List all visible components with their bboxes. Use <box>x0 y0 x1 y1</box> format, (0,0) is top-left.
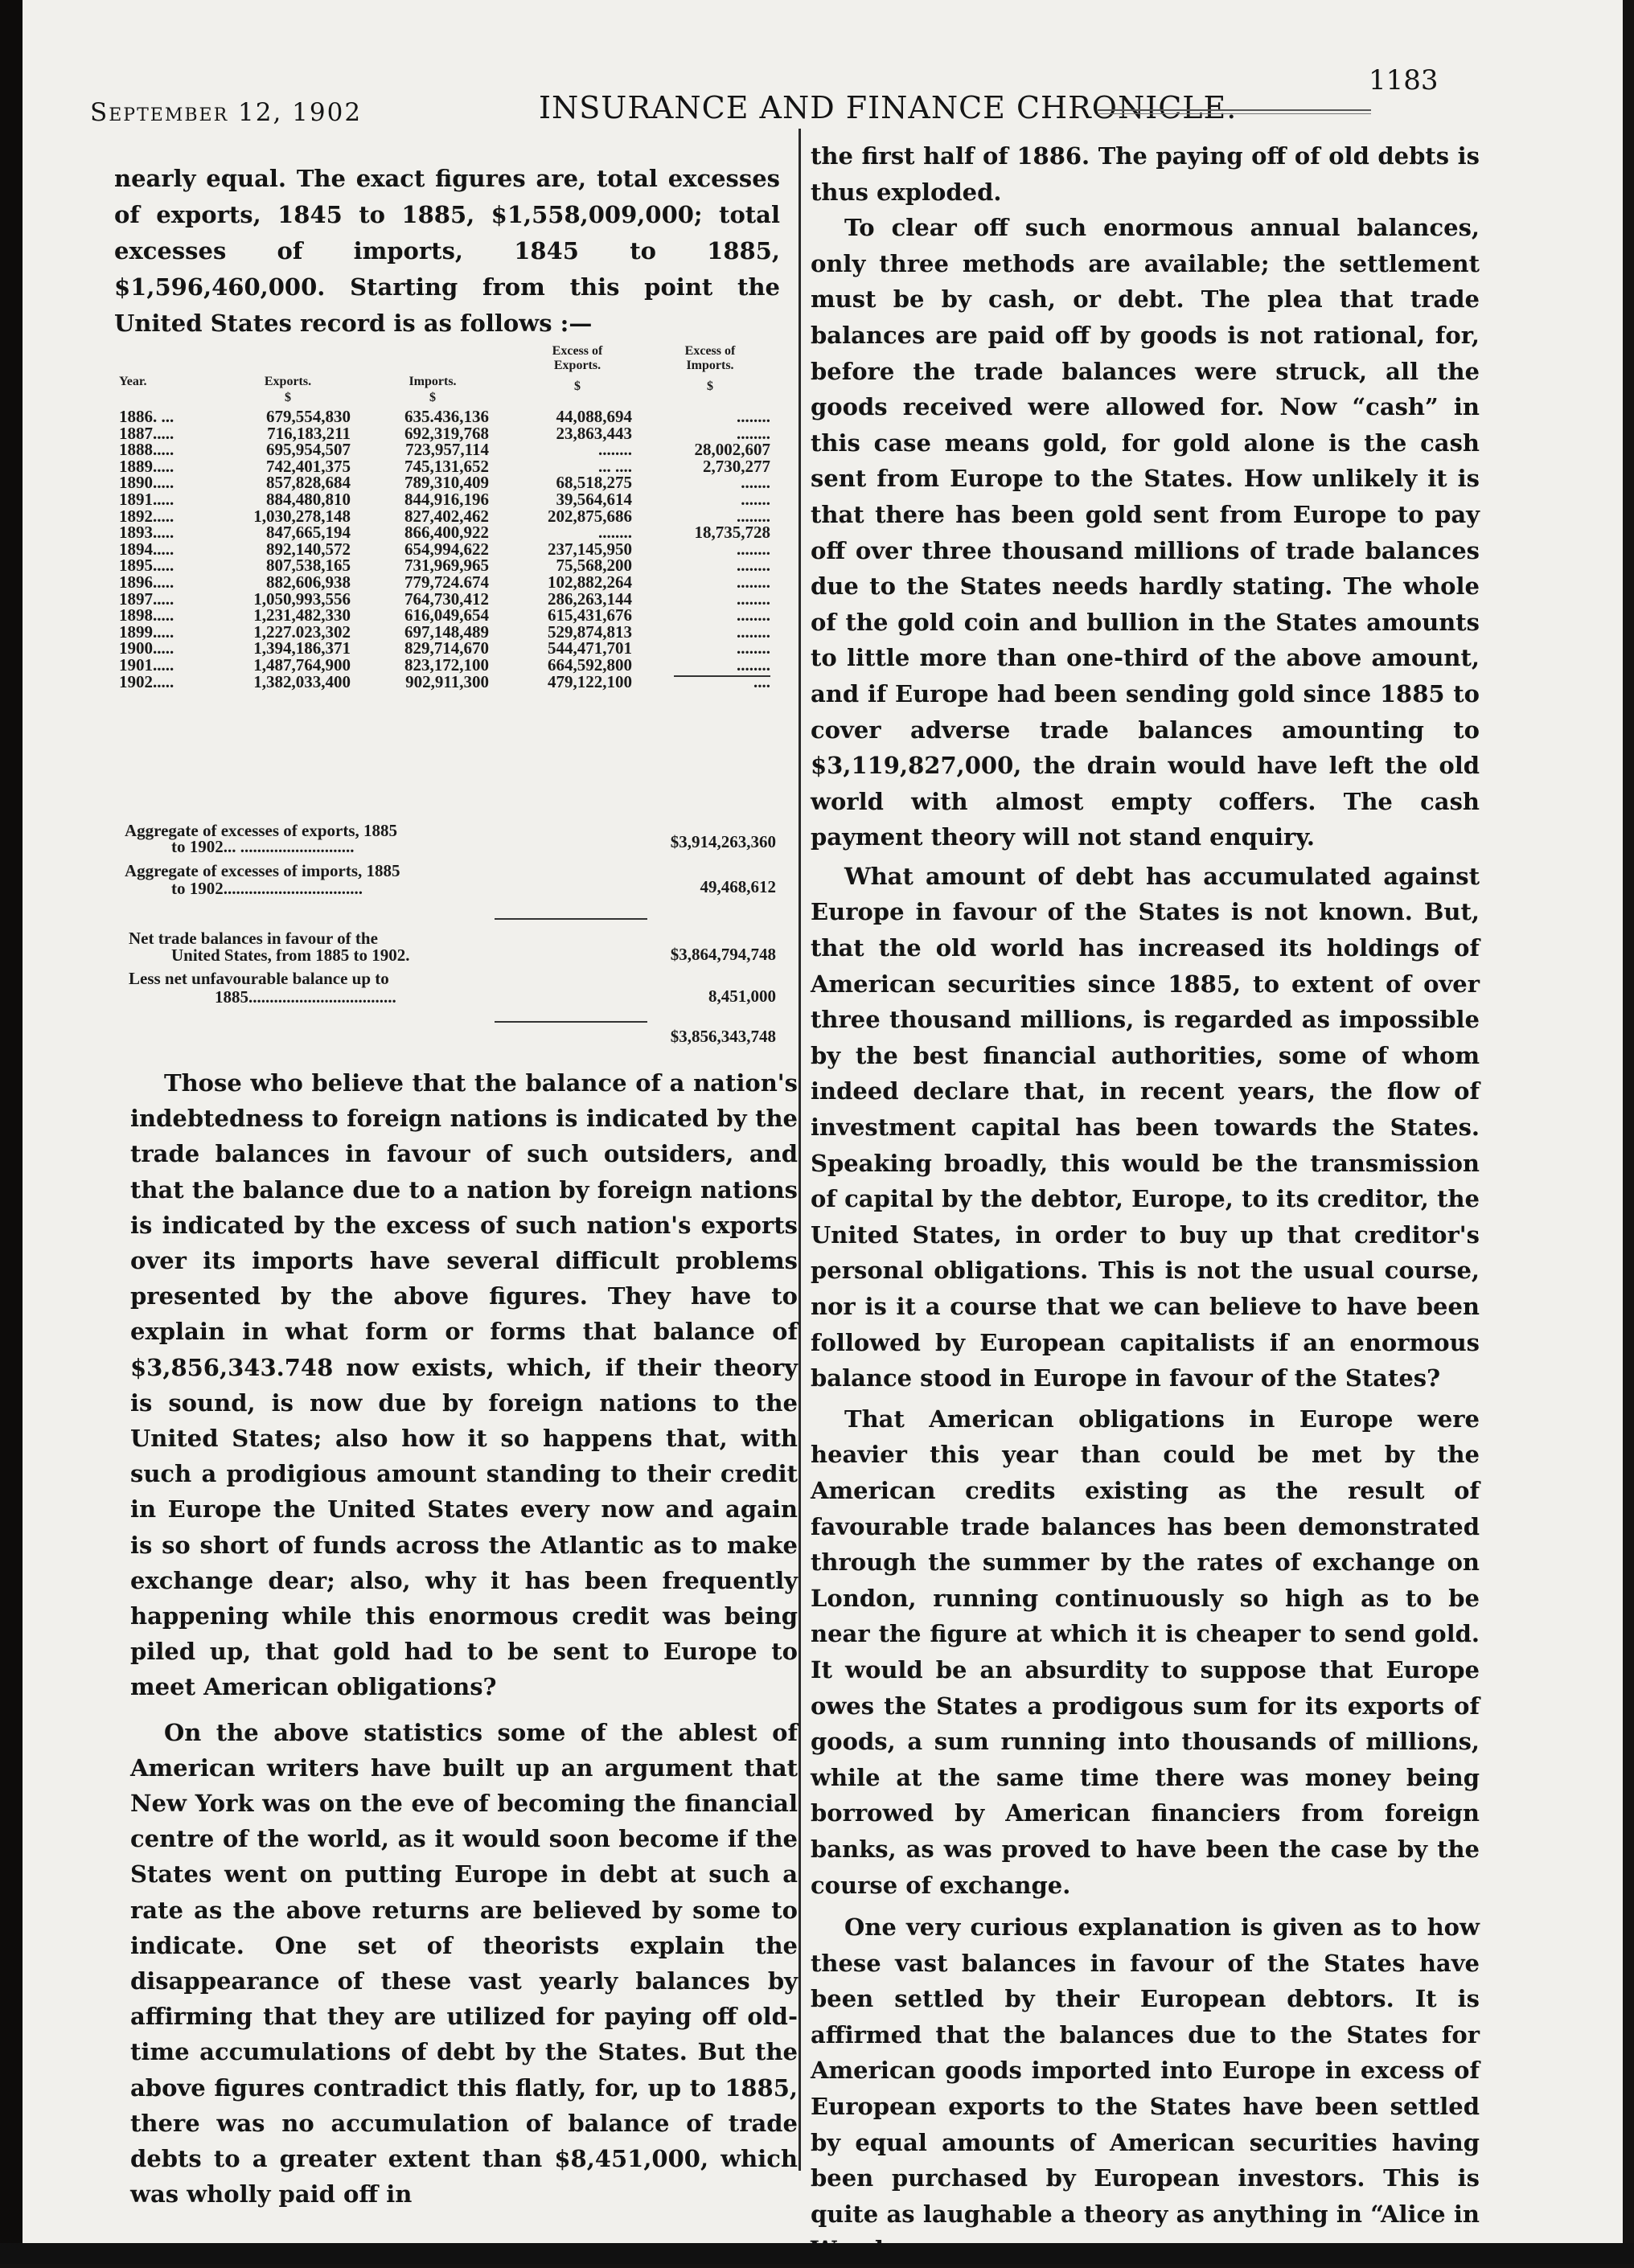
agg-exports-label-2: to 1902... ........................... <box>171 837 355 856</box>
cell-year: 1890..... <box>119 473 174 493</box>
cell-excess-imports: 28,002,607 <box>694 440 770 460</box>
cell-imports: 866,400,922 <box>404 523 489 543</box>
net-label-2: United States, from 1885 to 1902. <box>171 945 410 965</box>
cell-excess-imports: .... <box>753 671 770 691</box>
cell-exports: 882,606,938 <box>266 572 351 592</box>
cell-exports: 1,227.023,302 <box>253 621 351 642</box>
unit-exports: $ <box>285 391 291 404</box>
right-paragraph-5: One very curious explanation is given as to how these vast balances in favour of the States have been settled by their European debtors. It is affirmed that the balances due to the States for American goods imported into Europe in excess of European exports to the States have been settled by equal amounts of American securities having been purchased by European investors. This is quite as laughable a theory as anything in “Alice in <box>811 1913 1480 2228</box>
left-paragraph-2: On the above statistics some of the ablest of American writers have built up an argument that New York was on the eve of becoming the financial centre of the world, as it would soon become if the States went on putting Europe in debt at such a rate as the above returns are believed by some to indicate. One set of theorists explain the disappearance of these vast yearly balances by affirming that they are utilized for paying off old-time accumulations of debt by the States. But the above figures contradict this flatly, for, up to 1885, there was no accumulation of balance of trade debts to a greater extent than $8,451,000, which was wholly paid off in <box>130 1718 798 2209</box>
unit-excess-imports: $ <box>707 379 713 393</box>
cell-year: 1891..... <box>119 489 174 509</box>
table-row <box>119 572 778 592</box>
cell-exports: 1,382,033,400 <box>253 671 351 691</box>
cell-year: 1901..... <box>119 654 174 675</box>
cell-imports: 764,730,412 <box>404 589 489 609</box>
cell-imports: 745,131,652 <box>404 456 489 476</box>
cell-excess-exports: ... .... <box>598 456 632 476</box>
cell-excess-exports: 479,122,100 <box>548 671 632 691</box>
cell-exports: 884,480,810 <box>266 489 351 509</box>
right-paragraph-4: That American obligations in Europe were heavier this year than could be met by the American credits existing as the result of favourable trade balances has been demonstrated through the summer by the rates of exchange on London, running continuously so high as to be near the figure at which it is cheaper to send gold. It would be an absurdity to suppose that Europe owes the States a prodigous sum for its exports of goods, a sum running into thousands of millions, while at the same time there was money being borrowed by American financiers from foreign banks, as was proved to have been the case by the course of exchange. <box>811 1405 1480 1899</box>
intro-paragraph <box>114 161 780 342</box>
table-row <box>119 424 778 441</box>
right-paragraph-1: the first half of 1886. The paying off of old debts is thus exploded. <box>811 142 1480 206</box>
table-row <box>119 490 778 507</box>
cell-imports: 844,916,196 <box>404 489 489 509</box>
table-row <box>119 523 778 543</box>
table-row <box>119 407 778 424</box>
right-paragraph-3: What amount of debt has accumulated against Europe in favour of the States is not known. But, that the old world has increased its holdings of American securities since 1885, to extent of over three thousand millions, is regarded as impossible by the best financial authorities, some of whom indeed declare that, in recent years, the flow of investment capital has been towards the States. Speaking broadly, this would be the transmission of capital by the debtor, Europe, to its creditor, the United States, in order to buy up that creditor's personal obligations. This is not the usual course, nor is it a course that we can believe to have been followed by European capitalists if an enormous balance stood in Europe in favour of the States? <box>811 862 1480 1392</box>
right-paragraph-2: To clear off such enormous annual balances, only three methods are available; the settlement must be by cash, or debt. The plea that trade balances are paid off by goods is not rational, for, before the trade balances were struck, all the goods received were allowed for. Now “cash” in this case means gold, for gold alone is the cash sent from Europe to the States. How unlikely it is that there has been gold sent from Europe to pay off over three thousand millions of trade balances due to the States needs hardly stating. The whole of the gold coin and bullion in the States amounts to little more than one-third of the above amount, and if Europe had been sending gold since 1885 to cover adverse trade balances amounting to $3,119,827,000, the drain would have left the old world with almost empty coffers. The cash payment theory will not stand enquiry. <box>811 214 1480 851</box>
net-value: $3,864,794,748 <box>670 945 776 964</box>
cell-excess-imports: 2,730,277 <box>703 456 770 476</box>
table-row <box>119 457 778 474</box>
cell-excess-exports: 23,863,443 <box>556 423 632 443</box>
cell-year: 1886. ... <box>119 407 174 426</box>
cell-imports: 697,148,489 <box>404 621 489 642</box>
page-edge-shadow <box>0 0 23 2264</box>
left-paragraph-1: Those who believe that the balance of a nation's indebtedness to foreign nations is indicated by the trade balances in favour of such outsiders, and that the balance due to a nation by foreign nations is indicated by the excess of such nation's exports over its imports have several difficult problems presented by the above figures. They have to explain in what form or forms that balance of $3,856,343.748 now exists, which, if their theory is sound, is now due by foreign nations to the United States; also how it so happens that, with such a prodigious amount standing to their credit in Europe the United States every now and again is so short of funds across the Atlantic as to make exchange dear; also, why it has been frequently happening while this enormous credit was being piled up, that gold had to be sent to Europe to meet American obligations? <box>130 1069 798 1701</box>
cell-excess-exports: 68,518,275 <box>556 473 632 493</box>
table-row <box>119 589 778 609</box>
cell-excess-exports: 75,568,200 <box>556 556 632 576</box>
table-row <box>119 506 778 526</box>
agg-exports-value: $3,914,263,360 <box>670 832 776 851</box>
cell-excess-exports: 202,875,686 <box>548 506 632 526</box>
cell-exports: 892,140,572 <box>266 539 351 559</box>
cell-excess-imports: ........ <box>737 605 770 625</box>
cell-excess-imports: ....... <box>741 473 770 493</box>
cell-year: 1888..... <box>119 440 174 460</box>
cell-imports: 616,049,654 <box>404 605 489 625</box>
cell-excess-exports: 529,874,813 <box>548 621 632 642</box>
table-row <box>119 654 778 675</box>
cell-excess-exports: 237,145,950 <box>548 539 632 559</box>
table-underline <box>674 675 770 677</box>
cell-imports: 692,319,768 <box>404 423 489 443</box>
col-header-year: Year. <box>119 375 147 388</box>
agg-imports-label-2: to 1902................................. <box>171 879 363 898</box>
cell-imports: 823,172,100 <box>404 654 489 675</box>
total-balance <box>125 1027 792 1052</box>
cell-exports: 1,487,764,900 <box>253 654 351 675</box>
cell-excess-imports: ........ <box>737 654 770 675</box>
cell-imports: 827,402,462 <box>404 506 489 526</box>
unit-imports: $ <box>429 391 436 404</box>
right-column <box>811 138 1480 2268</box>
cell-year: 1902..... <box>119 671 174 691</box>
cell-year: 1896..... <box>119 572 174 592</box>
cell-imports: 723,957,114 <box>405 440 489 460</box>
agg-imports-label-1: Aggregate of excesses of imports, 1885 <box>125 861 400 880</box>
agg-rule-1 <box>495 918 647 920</box>
cell-excess-imports: ........ <box>737 572 770 592</box>
cell-year: 1898..... <box>119 605 174 625</box>
cell-exports: 857,828,684 <box>266 473 351 493</box>
cell-excess-imports: ........ <box>737 556 770 576</box>
cell-exports: 695,954,507 <box>266 440 351 460</box>
aggregate-imports <box>125 862 792 910</box>
cell-excess-exports: 102,882,264 <box>548 572 632 592</box>
table-header <box>119 344 778 402</box>
cell-exports: 742,401,375 <box>266 456 351 476</box>
cell-excess-exports: ........ <box>598 523 632 543</box>
cell-excess-imports: ........ <box>737 638 770 658</box>
cell-exports: 1,030,278,148 <box>253 506 351 526</box>
cell-year: 1889..... <box>119 456 174 476</box>
cell-excess-imports: ........ <box>737 539 770 559</box>
cell-excess-imports: ........ <box>737 407 770 426</box>
less-label-2: 1885................................... <box>215 987 396 1007</box>
table-body <box>119 407 778 691</box>
table-row <box>119 621 778 642</box>
intro-text: nearly equal. The exact figures are, total excesses of exports, 1845 to 1885, $1,558,009,000; total excesses of imports, 1845 to 1885, $1,596,460,000. Starting from this point the United States record is as follows :— <box>114 165 780 337</box>
cell-imports: 731,969,965 <box>404 556 489 576</box>
table-row <box>119 539 778 559</box>
cell-excess-imports: ........ <box>737 506 770 526</box>
cell-imports: 654,994,622 <box>404 539 489 559</box>
cell-excess-imports: ........ <box>737 621 770 642</box>
cell-excess-exports: ........ <box>598 440 632 460</box>
cell-exports: 847,665,194 <box>266 523 351 543</box>
table-row <box>119 672 778 689</box>
table-row <box>119 473 778 493</box>
cell-year: 1897..... <box>119 589 174 609</box>
page-bottom-shadow <box>0 2243 1634 2264</box>
table-row <box>119 638 778 658</box>
agg-imports-value: 49,468,612 <box>700 877 776 896</box>
col-header-excess-exports: Excess of Exports. <box>552 344 603 372</box>
cell-excess-imports: ....... <box>741 489 770 509</box>
cell-exports: 716,183,211 <box>267 423 351 443</box>
header-rule-2 <box>1098 113 1371 114</box>
cell-year: 1900..... <box>119 638 174 658</box>
table-row <box>119 556 778 576</box>
page-number: 1183 <box>1369 64 1439 96</box>
cell-year: 1899..... <box>119 621 174 642</box>
col-header-exports: Exports. <box>264 375 312 388</box>
unit-excess-exports: $ <box>574 379 581 393</box>
cell-excess-exports: 286,263,144 <box>548 589 632 609</box>
less-label-1: Less net unfavourable balance up to <box>129 969 389 988</box>
less-value: 8,451,000 <box>708 986 776 1006</box>
agg-exports-label-1: Aggregate of excesses of exports, 1885 <box>125 821 398 840</box>
cell-exports: 1,231,482,330 <box>253 605 351 625</box>
column-divider <box>799 129 801 2171</box>
cell-exports: 807,538,165 <box>266 556 351 576</box>
cell-year: 1895..... <box>119 556 174 576</box>
header-rule <box>1098 109 1371 111</box>
cell-imports: 829,714,670 <box>404 638 489 658</box>
col-header-imports: Imports. <box>408 375 457 388</box>
cell-imports: 902,911,300 <box>405 671 489 691</box>
cell-excess-exports: 615,431,676 <box>548 605 632 625</box>
cell-excess-imports: ........ <box>737 589 770 609</box>
header-title: INSURANCE AND FINANCE CHRONICLE. <box>539 90 1238 125</box>
cell-exports: 679,554,830 <box>266 407 351 426</box>
cell-excess-exports: 39,564,614 <box>556 489 632 509</box>
cell-exports: 1,394,186,371 <box>253 638 351 658</box>
cell-year: 1894..... <box>119 539 174 559</box>
net-label-1: Net trade balances in favour of the <box>129 929 378 948</box>
cell-imports: 789,310,409 <box>404 473 489 493</box>
table-row <box>119 605 778 625</box>
cell-excess-imports: ........ <box>737 423 770 443</box>
total-value: $3,856,343,748 <box>670 1027 776 1046</box>
cell-excess-exports: 44,088,694 <box>556 407 632 426</box>
cell-exports: 1,050,993,556 <box>253 589 351 609</box>
cell-year: 1887..... <box>119 423 174 443</box>
cell-year: 1892..... <box>119 506 174 526</box>
cell-excess-exports: 544,471,701 <box>548 638 632 658</box>
cell-year: 1893..... <box>119 523 174 543</box>
table-row <box>119 440 778 460</box>
header-date: September 12, 1902 <box>90 98 363 127</box>
agg-rule-2 <box>495 1021 647 1023</box>
cell-excess-exports: 664,592,800 <box>548 654 632 675</box>
cell-excess-imports: 18,735,728 <box>694 523 770 543</box>
col-header-excess-imports: Excess of Imports. <box>684 344 736 372</box>
less-balance <box>125 970 792 1018</box>
left-column-body <box>130 1065 798 2213</box>
cell-imports: 635.436,136 <box>404 407 489 426</box>
cell-imports: 779,724.674 <box>404 572 489 592</box>
running-header <box>90 64 1578 135</box>
